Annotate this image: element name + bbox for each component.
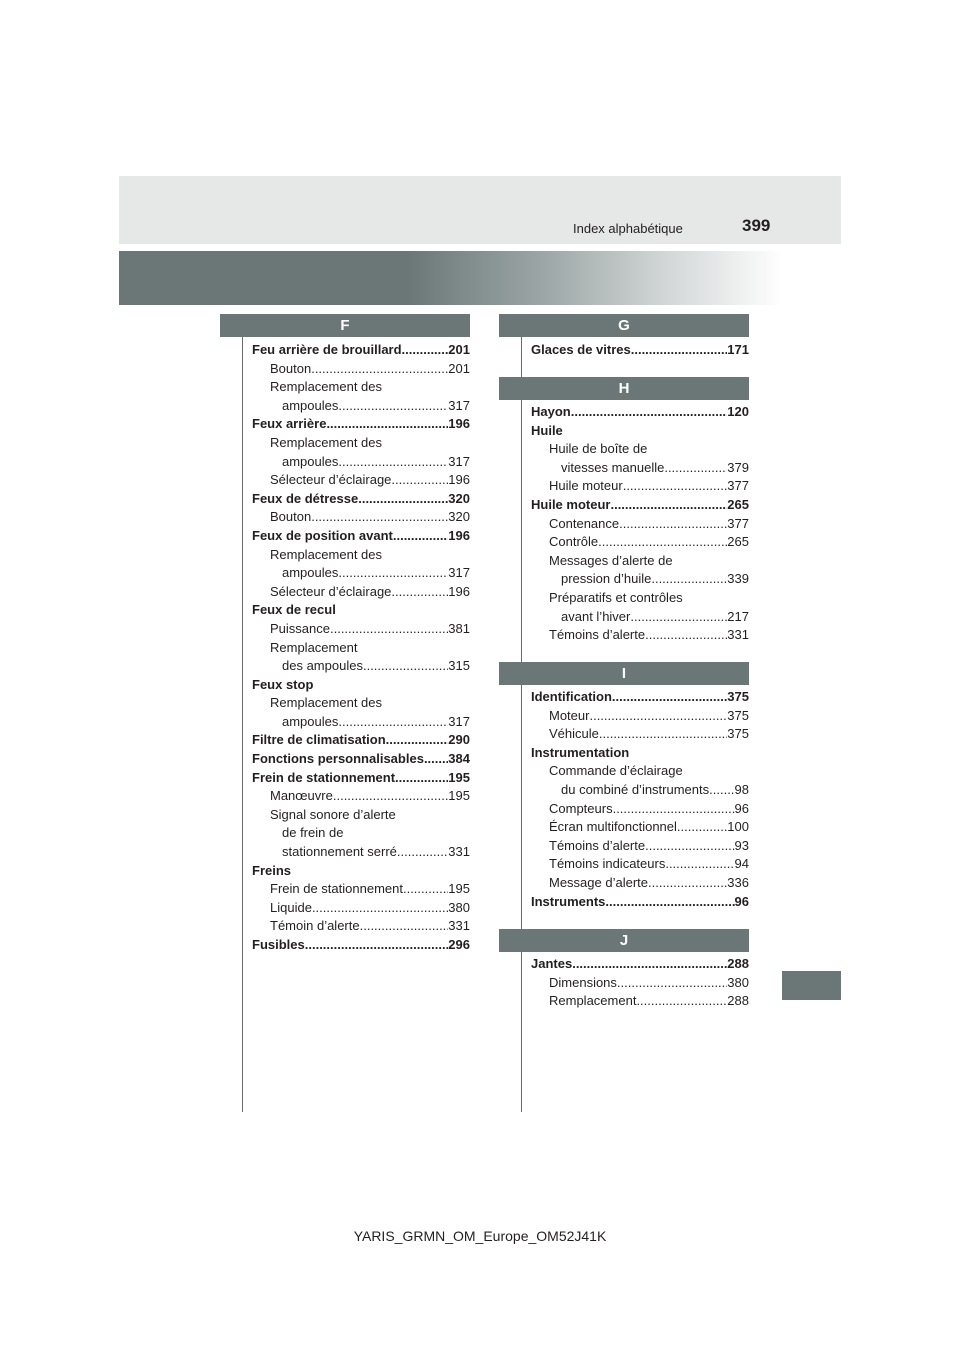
index-entry [531,707,749,726]
index-entry-text: Liquide [270,899,312,915]
dot-leader [312,899,448,918]
index-entry-text: Huile moteur [549,478,623,494]
index-entry-text: Moteur [549,707,590,723]
index-entry-text: Bouton [270,509,312,525]
index-entry [531,855,749,874]
index-entry-page: 317 [448,397,470,413]
index-entry-page: 375 [727,707,749,723]
index-entry [531,762,749,781]
index-entry-text: Feux de recul [252,602,336,618]
index-entry-text: Signal sonore d’alerte [270,806,396,822]
index-entry [531,992,749,1011]
dot-leader [709,781,734,800]
index-entry-text: ampoules [282,453,339,469]
index-entry [252,769,470,788]
document-id-footer: YARIS_GRMN_OM_Europe_OM52J41K [353,1228,607,1244]
index-entry [252,378,470,397]
index-entry-text: Témoins d’alerte [549,627,646,643]
index-entry-text: Sélecteur d’éclairage [270,583,392,599]
dot-leader [360,917,449,936]
index-entry [531,781,749,800]
index-entry [531,403,749,422]
index-entry-page: 320 [448,490,470,506]
index-entry-text: Huile [531,422,563,438]
index-entry-page: 196 [448,527,470,543]
dot-leader [651,570,727,589]
index-entry [531,477,749,496]
decorative-gradient-bar [119,251,841,305]
index-entry-page: 380 [448,899,470,915]
index-entry-text: de frein de [282,825,344,841]
index-entry [252,713,470,732]
index-entry [531,440,749,459]
letter-band-f [220,314,470,337]
index-entry-text: du combiné d’instruments [561,781,710,797]
dot-leader [610,496,727,515]
index-entry [531,570,749,589]
dot-leader [664,459,727,478]
index-entry [252,508,470,527]
index-entry-text: Instruments [531,893,606,909]
index-entry [252,620,470,639]
index-entry [252,490,470,509]
dot-leader [403,880,448,899]
dot-leader [571,403,728,422]
index-entry-text: Dimensions [549,974,617,990]
page-number: 399 [742,216,771,235]
index-entry-text: pression d’huile [561,571,652,587]
dot-leader [397,843,448,862]
index-entry-text: Glaces de vitres [531,342,631,357]
dot-leader [599,725,727,744]
index-entry-text: Bouton [270,360,312,376]
index-entry [531,837,749,856]
letter-band-j [499,929,749,952]
index-entry-page: 288 [727,956,749,971]
index-entry [252,397,470,416]
index-entry-text: Instrumentation [531,744,630,760]
dot-leader [393,527,448,546]
index-entry-page: 201 [448,360,470,376]
index-entry-page: 317 [448,453,470,469]
index-entry-text: Remplacement des [270,546,382,562]
index-entry-text: Contrôle [549,534,599,550]
index-entry-page: 317 [448,713,470,729]
dot-leader [665,855,734,874]
dot-leader [338,713,448,732]
index-entry-text: Compteurs [549,800,613,816]
index-entry [531,974,749,993]
dot-leader [338,397,448,416]
index-entry-text: Filtre de climatisation [252,732,386,748]
dot-leader [619,515,727,534]
index-entry [531,626,749,645]
index-entry [252,936,470,955]
dot-leader [648,874,727,893]
index-list-h [531,403,749,645]
dot-leader [333,787,448,806]
dot-leader [395,769,448,788]
index-entry-text: Frein de stationnement [270,881,403,897]
index-list-j [531,955,749,1011]
index-entry [252,750,470,769]
dot-leader [605,893,734,912]
index-entry-page: 100 [727,819,749,835]
index-list-i [531,688,749,911]
index-entry-page: 320 [448,509,470,525]
index-entry-page: 315 [448,658,470,674]
index-entry [252,676,470,695]
index-entry-text: Feux de position avant [252,527,393,543]
index-entry-page: 265 [727,534,749,550]
index-entry-page: 201 [448,342,470,357]
index-entry-text: Frein de stationnement [252,769,396,785]
index-entry-text: Remplacement des [270,434,382,450]
index-entry-text: Feux de détresse [252,490,359,506]
index-entry [531,725,749,744]
index-entry-page: 196 [448,416,470,432]
index-entry-text: avant l’hiver [561,608,631,624]
dot-leader [305,936,449,955]
chapter-side-tab [782,971,841,1000]
index-entry-page: 195 [448,881,470,897]
index-entry-page: 96 [734,800,749,816]
dot-leader [677,818,727,837]
dot-leader [330,620,448,639]
index-entry-text: Feu arrière de brouillard [252,342,402,357]
index-entry-text: Feux stop [252,676,314,692]
index-entry-page: 265 [727,496,749,512]
index-entry [531,800,749,819]
index-entry-page: 98 [734,781,749,797]
dot-leader [645,626,727,645]
index-entry-page: 296 [448,937,470,952]
index-entry [531,341,749,360]
index-entry-page: 120 [727,404,749,419]
letter-band-i [499,662,749,685]
index-entry [531,422,749,441]
index-entry-page: 290 [448,732,470,748]
index-entry-text: Remplacement des [270,379,382,395]
index-entry-page: 195 [448,769,470,785]
index-entry-text: Freins [252,862,292,878]
dot-leader [391,471,448,490]
index-entry [252,899,470,918]
index-entry [252,527,470,546]
letter-heading: J [619,932,629,949]
dot-leader [572,955,727,974]
index-entry-page: 381 [448,620,470,636]
index-entry-page: 375 [727,726,749,742]
index-entry-text: Contenance [549,515,620,531]
index-entry-text: Manœuvre [270,788,333,804]
dot-leader [613,800,735,819]
letter-band-h [499,377,749,400]
index-entry-text: vitesses manuelle [561,459,665,475]
index-entry-page: 380 [727,974,749,990]
index-entry-page: 339 [727,571,749,587]
index-entry-page: 195 [448,788,470,804]
dot-leader [338,564,448,583]
index-entry [252,564,470,583]
dot-leader [402,341,449,360]
dot-leader [636,992,727,1011]
dot-leader [311,360,448,379]
index-entry-page: 288 [727,993,749,1009]
dot-leader [326,415,448,434]
index-entry-page: 331 [727,627,749,643]
index-entry-text: Fusibles [252,937,305,952]
dot-leader [391,583,448,602]
index-entry-page: 96 [734,893,749,909]
index-entry-page: 317 [448,565,470,581]
index-entry-text: Jantes [531,956,573,971]
letter-heading: I [621,665,627,682]
index-entry-page: 171 [727,342,749,357]
index-entry-page: 331 [448,844,470,860]
index-entry-text: Commande d’éclairage [549,763,683,779]
dot-leader [617,974,727,993]
dot-leader [358,490,448,509]
letter-heading: H [618,380,630,397]
index-entry-text: Témoin d’alerte [270,918,360,934]
index-entry [252,601,470,620]
index-entry-page: 331 [448,918,470,934]
index-entry [252,546,470,565]
index-entry [531,459,749,478]
index-entry [252,583,470,602]
dot-leader [598,533,727,552]
index-entry [252,639,470,658]
index-entry [252,843,470,862]
dot-leader [338,453,448,472]
letter-heading: G [618,317,630,334]
index-entry-text: ampoules [282,397,339,413]
index-entry [531,818,749,837]
index-entry-text: Messages d’alerte de [549,552,673,568]
dot-leader [612,688,727,707]
section-title: Index alphabétique [573,221,683,236]
index-entry [252,806,470,825]
index-entry-text: Témoins indicateurs [549,856,666,872]
index-entry [252,471,470,490]
index-entry [252,824,470,843]
index-entry [531,955,749,974]
index-entry-text: Message d’alerte [549,874,648,890]
index-entry-page: 375 [727,689,749,704]
index-entry-text: stationnement serré [282,844,397,860]
index-entry [531,496,749,515]
dot-leader [386,731,449,750]
index-entry [252,694,470,713]
index-entry-text: Hayon [531,404,571,419]
index-entry-text: Feux arrière [252,416,327,432]
index-entry [252,434,470,453]
dot-leader [363,657,448,676]
index-entry-text: Écran multifonctionnel [549,819,677,835]
index-entry [531,874,749,893]
index-entry [252,341,470,360]
index-entry-page: 196 [448,583,470,599]
index-entry-text: des ampoules [282,658,363,674]
index-entry [252,731,470,750]
index-list-g [531,341,749,360]
index-entry-text: Huile moteur [531,496,611,512]
left-column-rule [242,336,243,1112]
index-entry [252,880,470,899]
index-entry-text: Véhicule [549,726,599,742]
index-entry [531,552,749,571]
letter-band-g [499,314,749,337]
index-entry [252,917,470,936]
index-entry-text: Témoins d’alerte [549,837,646,853]
index-entry [531,589,749,608]
index-list-f [252,341,470,955]
index-entry-page: 377 [727,515,749,531]
dot-leader [630,608,727,627]
index-entry [531,608,749,627]
index-entry-text: Huile de boîte de [549,441,648,457]
index-entry-text: Identification [531,689,612,704]
index-entry [531,533,749,552]
index-entry [252,657,470,676]
index-entry-text: Remplacement des [270,695,382,711]
index-entry-page: 93 [734,837,749,853]
index-entry-text: Remplacement [549,993,637,1009]
index-entry-text: Fonctions personnalisables [252,751,424,767]
dot-leader [623,477,728,496]
index-entry-page: 377 [727,478,749,494]
index-entry-text: Remplacement [270,639,358,655]
dot-leader [424,750,448,769]
index-entry-text: Préparatifs et contrôles [549,589,683,605]
dot-leader [589,707,727,726]
letter-heading: F [340,317,350,334]
header-band [119,176,841,244]
index-entry-text: ampoules [282,713,339,729]
index-entry [252,862,470,881]
index-entry-page: 384 [448,751,470,767]
index-entry [252,360,470,379]
index-entry [252,787,470,806]
index-entry-page: 336 [727,874,749,890]
dot-leader [645,837,734,856]
index-entry-text: Puissance [270,620,330,636]
dot-leader [631,341,728,360]
index-entry [252,415,470,434]
index-entry-page: 196 [448,472,470,488]
index-entry-page: 379 [727,459,749,475]
index-entry [531,744,749,763]
index-entry [531,688,749,707]
index-entry [531,893,749,912]
dot-leader [311,508,448,527]
index-entry-text: Sélecteur d’éclairage [270,472,392,488]
index-entry-page: 217 [727,608,749,624]
index-entry-page: 94 [734,856,749,872]
index-entry [531,515,749,534]
index-entry-text: ampoules [282,565,339,581]
index-entry [252,453,470,472]
right-column-rule [521,336,522,1112]
